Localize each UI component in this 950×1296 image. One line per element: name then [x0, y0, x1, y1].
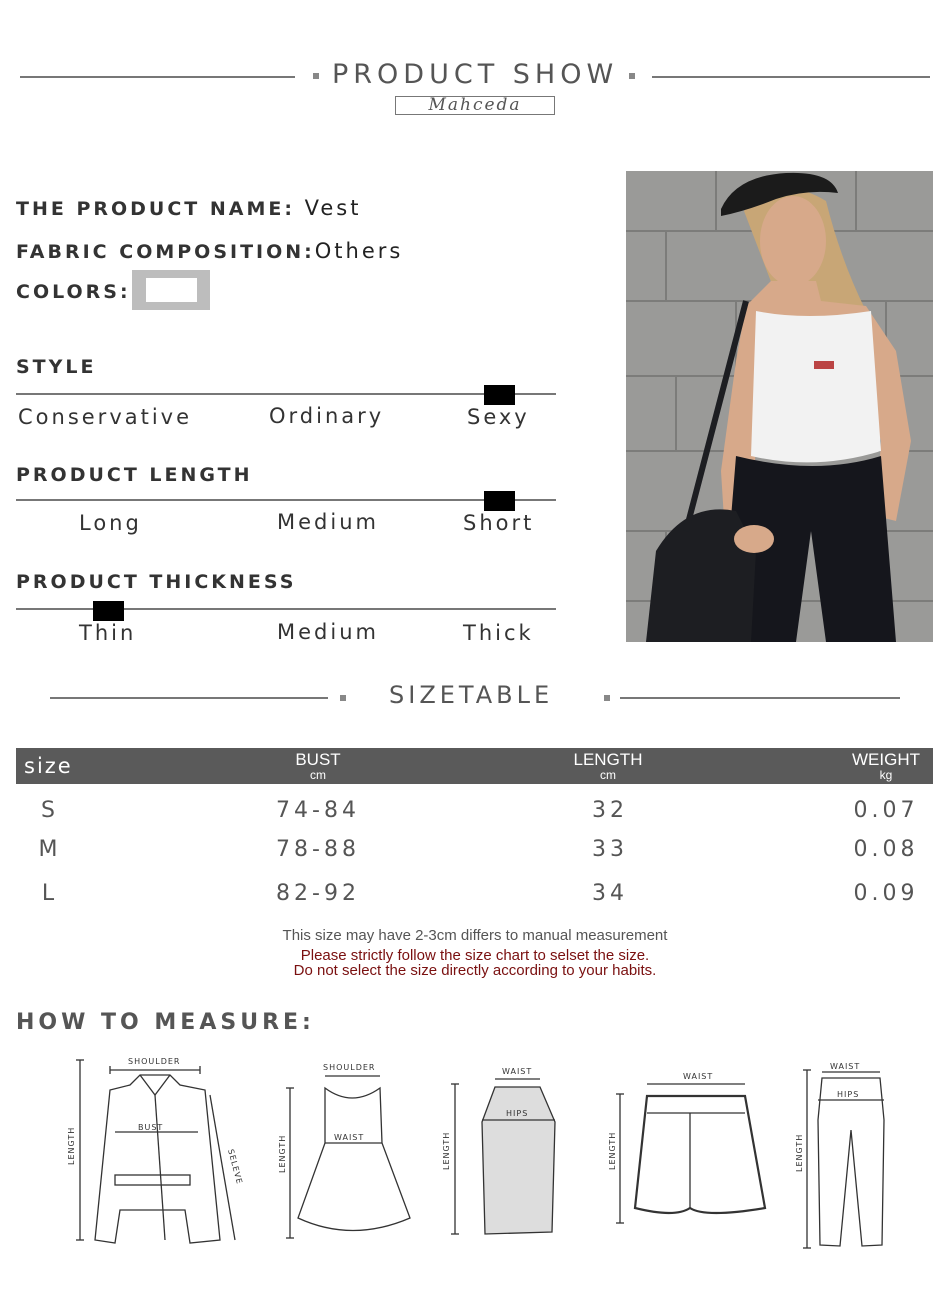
- col-weight-header: [836, 751, 936, 781]
- dress-length-text: LENGTH: [278, 1134, 287, 1173]
- col-length-header: [558, 751, 658, 781]
- col-bust-header: [268, 751, 368, 781]
- thickness-marker: [93, 601, 124, 621]
- cell-length: 34: [592, 881, 628, 906]
- cell-length: 32: [592, 798, 628, 823]
- product-name-value: Vest: [304, 196, 362, 220]
- shorts-waist-text: WAIST: [683, 1072, 714, 1081]
- size-note: This size may have 2-3cm differs to manual measurement: [282, 927, 668, 944]
- cell-size: S: [41, 798, 59, 823]
- sizetable-dot-right: [604, 695, 610, 701]
- dress-diagram: [270, 1058, 420, 1248]
- size-warning-2: Do not select the size directly according to your habits.: [293, 962, 657, 979]
- colors-label: COLORS:: [16, 281, 131, 303]
- color-swatch-white[interactable]: [132, 270, 210, 310]
- length-option-long: Long: [79, 511, 142, 535]
- skirt-diagram: [440, 1062, 565, 1242]
- sizetable-rule-left: [50, 697, 328, 699]
- style-option-ordinary: Ordinary: [269, 404, 385, 428]
- cell-length: 33: [592, 837, 628, 862]
- how-to-measure-title: HOW TO MEASURE:: [16, 1010, 315, 1035]
- col-weight-label: WEIGHT: [852, 750, 920, 769]
- cell-bust: 82-92: [276, 881, 360, 906]
- skirt-waist-text: WAIST: [502, 1067, 533, 1076]
- col-bust-unit: cm: [310, 768, 326, 782]
- length-title: PRODUCT LENGTH: [16, 464, 253, 486]
- brand-name: Mahceda: [395, 96, 555, 115]
- length-option-medium: Medium: [277, 510, 379, 534]
- thickness-option-thick: Thick: [463, 621, 534, 645]
- cell-weight: 0.09: [853, 881, 919, 906]
- fabric-label: FABRIC COMPOSITION:: [16, 241, 315, 263]
- sizetable-rule-right: [620, 697, 900, 699]
- skirt-hips-text: HIPS: [506, 1109, 529, 1118]
- length-marker: [484, 491, 515, 511]
- jacket-bust-text: BUST: [138, 1123, 164, 1132]
- page-title: PRODUCT SHOW: [332, 59, 619, 90]
- sizetable-dot-left: [340, 695, 346, 701]
- header-dot-right: [629, 73, 635, 79]
- pants-length-text: LENGTH: [795, 1133, 804, 1172]
- style-title: STYLE: [16, 356, 97, 378]
- length-scale-line: [16, 499, 556, 501]
- cell-bust: 74-84: [276, 798, 360, 823]
- thickness-title: PRODUCT THICKNESS: [16, 571, 297, 593]
- fabric-row: [16, 239, 403, 263]
- header-dot-left: [313, 73, 319, 79]
- cell-size: M: [38, 837, 62, 862]
- cell-bust: 78-88: [276, 837, 360, 862]
- cell-weight: 0.08: [853, 837, 919, 862]
- pants-hips-text: HIPS: [837, 1090, 860, 1099]
- jacket-shoulder-text: SHOULDER: [128, 1057, 181, 1066]
- size-warning-1: Please strictly follow the size chart to selset the size.: [300, 947, 650, 964]
- product-photo: [626, 171, 933, 642]
- header-rule-right: [652, 76, 930, 78]
- col-bust-label: BUST: [295, 750, 341, 769]
- cell-weight: 0.07: [853, 798, 919, 823]
- sizetable-title: SIZETABLE: [389, 681, 554, 709]
- cell-size: L: [41, 881, 59, 906]
- product-name-label: THE PRODUCT NAME:: [16, 198, 295, 220]
- col-size-header: size: [24, 754, 73, 778]
- skirt-length-text: LENGTH: [442, 1131, 451, 1170]
- style-option-conservative: Conservative: [18, 405, 193, 429]
- style-option-sexy: Sexy: [467, 405, 530, 429]
- col-length-label: LENGTH: [573, 750, 643, 769]
- jacket-length-text: LENGTH: [67, 1126, 76, 1165]
- shorts-length-text: LENGTH: [608, 1131, 617, 1170]
- thickness-option-thin: Thin: [79, 621, 137, 645]
- product-name-row: [16, 196, 361, 220]
- thickness-option-medium: Medium: [277, 620, 379, 644]
- shorts-diagram: [605, 1068, 775, 1233]
- col-length-unit: cm: [600, 768, 616, 782]
- pants-waist-text: WAIST: [830, 1062, 861, 1071]
- style-marker: [484, 385, 515, 405]
- header-rule-left: [20, 76, 295, 78]
- dress-waist-text: WAIST: [334, 1133, 365, 1142]
- length-option-short: Short: [463, 511, 535, 535]
- col-weight-unit: kg: [879, 768, 893, 782]
- model-photo-illustration: [626, 171, 933, 642]
- style-scale-line: [16, 393, 556, 395]
- jacket-diagram: [60, 1050, 250, 1250]
- pants-diagram: [792, 1060, 892, 1255]
- fabric-value: Others: [314, 239, 404, 263]
- dress-shoulder-text: SHOULDER: [323, 1063, 376, 1072]
- size-table-header: [16, 748, 933, 784]
- jacket-sleeve-text: SELEVE: [226, 1148, 245, 1186]
